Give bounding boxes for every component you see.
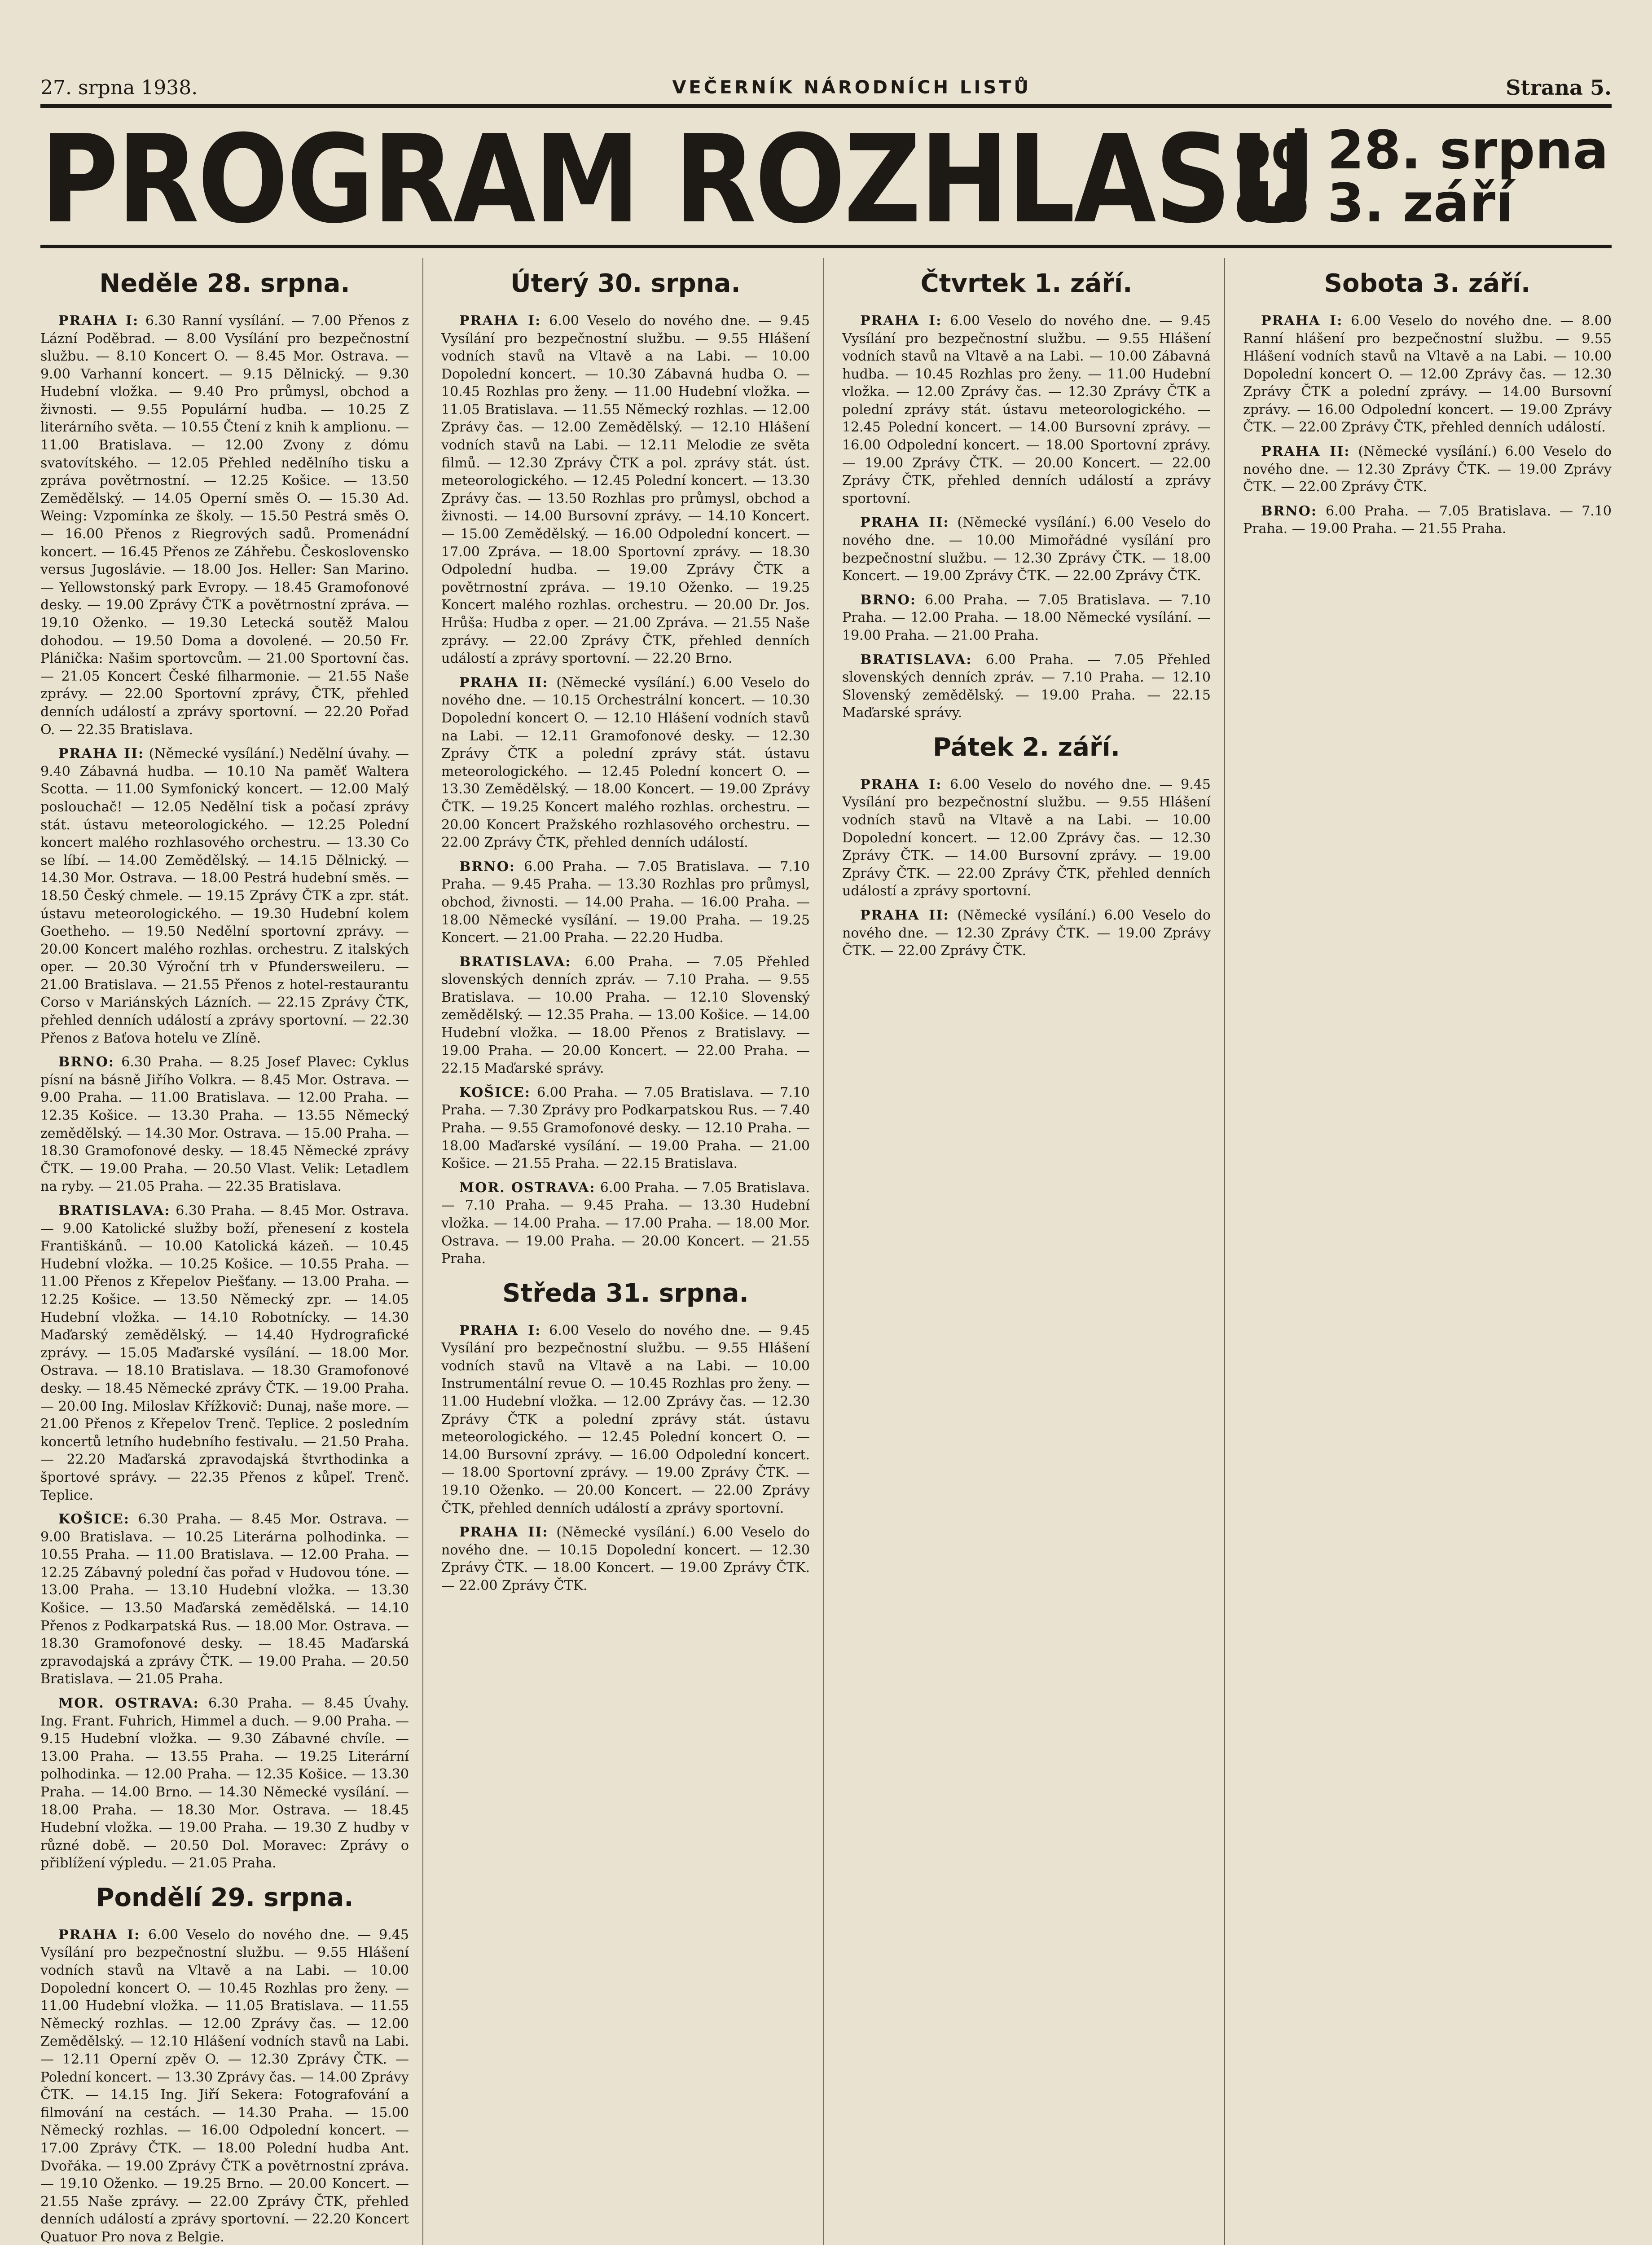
program-text: (Německé vysílání.) 6.00 Veselo do nového dne. — 12.30 Zprávy ČTK. — 19.00 Zprávy ČTK. — 22.00 Zprávy ČTK.: [1243, 444, 1612, 495]
program-entry: [441, 953, 810, 1078]
program-entry: [40, 745, 409, 1047]
station-name: PRAHA II:: [1261, 444, 1350, 460]
program-text: 6.30 Ranní vysílání. — 7.00 Přenos z Lázní Poděbrad. — 8.00 Vysílání pro bezpečnostní službu. — 8.10 Koncert O. — 8.45 Mor. Ostrava. — 9.00 Varhanní koncert. — 9.15 Dělnický. — 9.30 Hudební vložka. — 9.40 Pro průmysl, obchod a živnosti. — 9.55 Populární hudba. — 10.25 Z literárního světa. — 10.55 Čtení z knih k amplionu. — 11.00 Bratislava. — 12.00 Zvony z dómu svatovítského. — 12.05 Přehled nedělního tisku a zpráva povětrnostní. — 12.25 Košice. — 13.50 Zemědělský. — 14.05 Operní směs O. — 15.30 Ad. Weing: Vzpomínka ze školy. — 15.50 Pestrá směs O. — 16.00 Přenos z Riegrových sadů. Promenádní koncert. — 16.45 Přenos ze Záhřebu. Československo versus Jugoslávie. — 18.00 Jos. Heller: San Marino. — Yellowstonský park Evropy. — 18.45 Gramofonové desky. — 19.00 Zprávy ČTK a povětrnostní zpráva. — 19.10 Oženko. — 19.30 Letecká soutěž Malou dohodou. — 19.50 Doma a dovolené. — 20.50 Fr. Plánička: Našim sportovcům. — 21.00 Sportovní čas. — 21.05 Koncert České filharmonie. — 21.55 Naše zprávy. — 22.00 Sportovní zprávy, ČTK, přehled denních událostí a zprávy sportovní. — 22.20 Pořad O. — 22.35 Bratislava.: [40, 313, 409, 738]
program-entry: [441, 312, 810, 668]
station-name: PRAHA I:: [459, 1322, 541, 1338]
station-name: BRATISLAVA:: [58, 1203, 171, 1219]
program-text: 6.30 Praha. — 8.45 Mor. Ostrava. — 9.00 Bratislava. — 10.25 Literárna polhodinka. — 10.55 Praha. — 11.00 Bratislava. — 12.00 Praha. — 12.25 Zábavný polední čas pořad v Hudovou tóne. — 13.00 Praha. — 13.10 Hudební vložka. — 13.30 Košice. — 13.50 Maďarská zemědělská. — 14.10 Přenos z Podkarpatská Rus. — 18.00 Mor. Ostrava. — 18.30 Gramofonové desky. — 18.45 Maďarská zpravodajská a zprávy ČTK. — 19.00 Praha. — 20.50 Bratislava. — 21.05 Praha.: [40, 1511, 409, 1687]
program-columns: [40, 258, 1612, 2245]
station-name: PRAHA II:: [459, 1524, 549, 1541]
program-entry: [842, 312, 1211, 508]
program-entry: [441, 674, 810, 852]
station-name: PRAHA I:: [58, 1927, 141, 1943]
program-text: 6.30 Praha. — 8.45 Mor. Ostrava. — 9.00 Katolické služby boží, přenesení z kostela Františkánů. — 10.00 Katolická kázeň. — 10.45 Hudební vložka. — 10.25 Košice. — 10.55 Praha. — 11.00 Přenos z Křepelov Piešťany. — 13.00 Praha. — 12.25 Košice. — 13.50 Německý zpr. — 14.05 Hudební vložka. — 14.10 Robotnícky. — 14.30 Maďarský zemědělský. — 14.40 Hydrografické zprávy. — 15.05 Maďarské vysílání. — 18.00 Mor. Ostrava. — 18.10 Bratislava. — 18.30 Gramofonové desky. — 18.45 Německé zprávy ČTK. — 19.00 Praha. — 20.00 Ing. Miloslav Křížkovič: Dunaj, naše more. — 21.00 Přenos z Křepelov Trenč. Teplice. 2 posledním koncertů letního hudebního festivalu. — 21.50 Praha. — 22.20 Maďarská zpravodajská štvrthodinka a športové správy. — 22.35 Přenos z kůpeľ. Trenč. Teplice.: [40, 1203, 409, 1503]
station-name: PRAHA II:: [860, 515, 949, 531]
program-entry: [842, 651, 1211, 722]
page-header: [40, 71, 1612, 108]
station-name: PRAHA I:: [1261, 313, 1343, 329]
station-name: PRAHA I:: [58, 313, 139, 329]
station-name: BRNO:: [459, 858, 515, 875]
program-entry: [441, 1322, 810, 1518]
program-text: 6.00 Praha. — 7.05 Bratislava. — 7.10 Praha. — 9.45 Praha. — 13.30 Rozhlas pro průmysl, obchod, živnosti. — 14.00 Praha. — 16.00 Praha. — 18.00 Německé vysílání. — 19.00 Praha. — 19.25 Koncert. — 21.00 Praha. — 22.20 Hudba.: [441, 858, 810, 946]
program-text: 6.00 Veselo do nového dne. — 9.45 Vysílání pro bezpečnostní službu. — 9.55 Hlášení vodních stavů na Vltavě a na Labi. — 10.00 Zábavná hudba. — 10.45 Rozhlas pro ženy. — 11.00 Hudební vložka. — 12.00 Zprávy čas. — 12.30 Zprávy ČTK a polední zprávy stát. ústavu meteorologického. — 12.45 Polední koncert. — 14.00 Bursovní zprávy. — 16.00 Odpolední koncert. — 18.00 Sportovní zprávy. — 19.00 Zprávy ČTK. — 20.00 Koncert. — 22.00 Zprávy ČTK, přehled denních událostí a zprávy sportovní.: [842, 313, 1211, 506]
program-text: 6.30 Praha. — 8.25 Josef Plavec: Cyklus písní na básně Jiřího Volkra. — 8.45 Mor. Ostrava. — 9.00 Praha. — 11.00 Bratislava. — 12.00 Praha. — 12.35 Košice. — 13.30 Praha. — 13.55 Německý zemědělský. — 14.30 Mor. Ostrava. — 15.00 Praha. — 18.30 Gramofonové desky. — 18.45 Německé zprávy ČTK. — 19.00 Praha. — 20.50 Vlast. Velik: Letadlem na ryby. — 21.05 Praha. — 22.35 Bratislava.: [40, 1054, 409, 1195]
station-name: PRAHA I:: [860, 776, 942, 792]
program-text: 6.00 Veselo do nového dne. — 9.45 Vysílání pro bezpečnostní službu. — 9.55 Hlášení vodních stavů na Vltavě a na Labi. — 10.00 Dopolední koncert. — 10.30 Zábavná hudba O. — 10.45 Rozhlas pro ženy. — 11.00 Hudební vložka. — 11.05 Bratislava. — 11.55 Německý rozhlas. — 12.00 Zprávy čas. — 12.00 Zemědělský. — 12.10 Hlášení vodních stavů na Labi. — 12.11 Melodie ze světa filmů. — 12.30 Zprávy ČTK a pol. zprávy stát. úst. meteorologického. — 12.45 Polední koncert. — 13.30 Zprávy čas. — 13.50 Rozhlas pro průmysl, obchod a živnosti. — 14.00 Bursovní zprávy. — 14.10 Koncert. — 15.00 Zemědělský. — 16.00 Odpolední koncert. — 17.00 Zpráva. — 18.00 Sportovní zprávy. — 18.30 Odpolední hudba. — 19.00 Zprávy ČTK a povětrnostní zpráva. — 19.10 Oženko. — 19.25 Koncert malého rozhlas. orchestru. — 20.00 Dr. Jos. Hrůša: Hudba z oper. — 21.00 Zpráva. — 21.55 Naše zprávy. — 22.00 Zprávy ČTK, přehled denních událostí a zprávy sportovní. — 22.20 Brno.: [441, 313, 810, 667]
program-entry: [842, 776, 1211, 900]
program-entry: [40, 312, 409, 739]
program-text: 6.00 Veselo do nového dne. — 9.45 Vysílání pro bezpečnostní službu. — 9.55 Hlášení vodních stavů na Vltavě a na Labi. — 10.00 Instrumentální revue O. — 10.45 Rozhlas pro ženy. — 11.00 Hudební vložka. — 12.00 Zprávy čas. — 12.30 Zprávy ČTK a polední zprávy stát. ústavu meteorologického. — 12.45 Polední koncert O. — 14.00 Bursovní zprávy. — 16.00 Odpolední koncert. — 18.00 Sportovní zprávy. — 19.00 Zprávy ČTK. — 19.10 Oženko. — 20.00 Koncert. — 22.00 Zprávy ČTK, přehled denních událostí a zprávy sportovní.: [441, 1322, 810, 1516]
day-heading: Pondělí 29. srpna.: [96, 1883, 354, 1912]
masthead-title: PROGRAM ROZHLASU: [40, 109, 1315, 250]
dates-line-2: do 3. září: [1235, 172, 1514, 234]
program-text: 6.00 Praha. — 7.05 Bratislava. — 7.10 Praha. — 12.00 Praha. — 18.00 Německé vysílání. — 19.00 Praha. — 21.00 Praha.: [842, 592, 1211, 643]
program-text: 6.30 Praha. — 8.45 Úvahy. Ing. Frant. Fuhrich, Himmel a duch. — 9.00 Praha. — 9.15 Hudební vložka. — 9.30 Zábavné chvíle. — 13.00 Praha. — 13.55 Praha. — 19.25 Literární polhodinka. — 12.00 Praha. — 12.35 Košice. — 13.30 Praha. — 14.00 Brno. — 14.30 Německé vysílání. — 18.00 Praha. — 18.30 Mor. Ostrava. — 18.45 Hudební vložka. — 19.00 Praha. — 19.30 Z hudby v různé době. — 20.50 Dol. Moravec: Zprávy o přiblížení výpledu. — 21.05 Praha.: [40, 1695, 409, 1871]
program-text: 6.00 Veselo do nového dne. — 8.00 Ranní hlášení pro bezpečnostní službu. — 9.55 Hlášení vodních stavů na Vltavě a na Labi. — 10.00 Dopolední koncert O. — 12.00 Zprávy čas. — 12.30 Zprávy ČTK a polední zprávy. — 14.00 Bursovní zprávy. — 16.00 Odpolední koncert. — 19.00 Zprávy ČTK. — 22.00 Zprávy ČTK, přehled denních událostí.: [1243, 313, 1612, 436]
program-entry: [1243, 443, 1612, 496]
program-text: 6.00 Veselo do nového dne. — 9.45 Vysílání pro bezpečnostní službu. — 9.55 Hlášení vodních stavů na Vltavě a na Labi. — 10.00 Dopolední koncert O. — 10.45 Rozhlas pro ženy. — 11.00 Hudební vložka. — 11.05 Bratislava. — 11.55 Německý rozhlas. — 12.00 Zprávy čas. — 12.00 Zemědělský. — 12.10 Hlášení vodních stavů na Labi. — 12.11 Operní zpěv O. — 12.30 Zprávy ČTK. — Polední koncert. — 13.30 Zprávy čas. — 14.00 Zprávy ČTK. — 14.15 Ing. Jiří Sekera: Fotografování a filmování na cestách. — 14.30 Praha. — 15.00 Německý rozhlas. — 16.00 Odpolední koncert. — 17.00 Zprávy ČTK. — 18.00 Polední hudba Ant. Dvořáka. — 19.00 Zprávy ČTK a povětrnostní zpráva. — 19.10 Oženko. — 19.25 Brno. — 20.00 Koncert. — 21.55 Naše zprávy. — 22.00 Zprávy ČTK, přehled denních událostí a zprávy sportovní. — 22.20 Koncert Quatuor Pro nova z Belgie.: [40, 1927, 409, 2245]
day-heading: Čtvrtek 1. září.: [920, 269, 1133, 298]
program-text: 6.00 Praha. — 7.05 Přehled slovenských denních zpráv. — 7.10 Praha. — 12.10 Slovenský zemědělský. — 19.00 Praha. — 22.15 Maďarské správy.: [842, 651, 1211, 721]
program-entry: [441, 858, 810, 947]
program-text: (Německé vysílání.) Nedělní úvahy. — 9.40 Zábavná hudba. — 10.10 Na paměť Waltera Scotta. — 11.00 Symfonický koncert. — 12.00 Malý poslouchač! — 12.05 Nedělní tisk a počasí zprávy stát. ústavu meteorologického. — 12.25 Polední koncert malého rozhlasového orchestru. — 13.30 Co se líbí. — 14.00 Zemědělský. — 14.15 Dělnický. — 14.30 Mor. Ostrava. — 18.00 Pestrá hudební směs. — 18.50 Český chmele. — 19.15 Zprávy ČTK a zpr. stát. ústavu meteorologického. — 19.30 Hudební kolem Goetheho. — 19.50 Nedělní sportovní zprávy. — 20.00 Koncert malého rozhlas. orchestru. Z italských oper. — 20.30 Výroční trh v Pfundersweileru. — 21.00 Bratislava. — 21.55 Přenos z hotel-restaurantu Corso v Mariánských Lázních. — 22.15 Zprávy ČTK, přehled denních událostí a zprávy sportovní. — 22.30 Přenos z Baťova hotelu ve Zlíně.: [40, 746, 409, 1046]
program-entry: [40, 1053, 409, 1196]
program-text: (Německé vysílání.) 6.00 Veselo do nového dne. — 12.30 Zprávy ČTK. — 19.00 Zprávy ČTK. — 22.00 Zprávy ČTK.: [842, 907, 1211, 959]
program-text: 6.00 Veselo do nového dne. — 9.45 Vysílání pro bezpečnostní službu. — 9.55 Hlášení vodních stavů na Vltavě a na Labi. — 10.00 Dopolední koncert. — 12.00 Zprávy čas. — 12.30 Zprávy ČTK. — 14.00 Bursovní zprávy. — 19.00 Zprávy ČTK. — 22.00 Zprávy ČTK, přehled denních událostí a zprávy sportovní.: [842, 776, 1211, 899]
column-4: [1243, 258, 1612, 2245]
station-name: MOR. OSTRAVA:: [459, 1180, 596, 1196]
station-name: PRAHA I:: [860, 313, 942, 329]
page-number: Strana 5.: [1506, 75, 1612, 100]
station-name: KOŠICE:: [459, 1084, 531, 1100]
program-entry: [441, 1179, 810, 1268]
program-entry: [1243, 312, 1612, 436]
station-name: MOR. OSTRAVA:: [58, 1695, 199, 1712]
program-text: 6.00 Praha. — 7.05 Bratislava. — 7.10 Praha. — 19.00 Praha. — 21.55 Praha.: [1243, 503, 1612, 537]
station-name: BRNO:: [860, 592, 916, 608]
station-name: PRAHA I:: [459, 313, 541, 329]
program-entry: [441, 1523, 810, 1594]
station-name: KOŠICE:: [58, 1511, 130, 1527]
program-entry: [40, 1695, 409, 1872]
program-entry: [1243, 502, 1612, 538]
dates-line-1: od 28. srpna: [1235, 119, 1609, 181]
station-name: BRNO:: [58, 1054, 114, 1070]
day-heading: Neděle 28. srpna.: [99, 269, 350, 298]
program-entry: [842, 907, 1211, 960]
station-name: BRATISLAVA:: [860, 651, 972, 668]
program-entry: [40, 1926, 409, 2245]
masthead-dates: [1235, 119, 1612, 234]
station-name: PRAHA II:: [459, 674, 549, 691]
program-text: 6.00 Praha. — 7.05 Přehled slovenských denních zpráv. — 7.10 Praha. — 9.55 Bratislava. — 10.00 Praha. — 12.10 Slovenský zemědělský. — 12.35 Praha. — 13.00 Košice. — 14.00 Hudební vložka. — 18.00 Přenos z Bratislavy. — 19.00 Praha. — 20.00 Koncert. — 22.00 Praha. — 22.15 Maďarské správy.: [441, 954, 810, 1077]
station-name: BRATISLAVA:: [459, 954, 571, 970]
day-heading: Středa 31. srpna.: [502, 1278, 749, 1308]
day-heading: Úterý 30. srpna.: [510, 269, 741, 298]
program-entry: [40, 1202, 409, 1504]
day-heading: Pátek 2. září.: [932, 732, 1120, 762]
masthead: [40, 109, 1612, 250]
program-text: 6.00 Praha. — 7.05 Bratislava. — 7.10 Praha. — 9.45 Praha. — 13.30 Hudební vložka. — 14.00 Praha. — 17.00 Praha. — 18.00 Mor. Ostrava. — 19.00 Praha. — 20.00 Koncert. — 21.55 Praha.: [441, 1180, 810, 1267]
column-2: [441, 258, 824, 2245]
program-entry: [40, 1510, 409, 1688]
program-entry: [842, 514, 1211, 585]
issue-date: 27. srpna 1938.: [40, 76, 198, 99]
program-text: (Německé vysílání.) 6.00 Veselo do nového dne. — 10.00 Mimořádné vysílání pro bezpečnostní službu. — 12.30 Zprávy ČTK. — 18.00 Koncert. — 19.00 Zprávy ČTK. — 22.00 Zprávy ČTK.: [842, 515, 1211, 584]
column-3: [842, 258, 1225, 2245]
day-heading: Sobota 3. září.: [1324, 269, 1531, 298]
program-entry: [441, 1084, 810, 1173]
station-name: BRNO:: [1261, 503, 1317, 519]
program-text: (Německé vysílání.) 6.00 Veselo do nového dne. — 10.15 Dopolední koncert. — 12.30 Zprávy ČTK. — 18.00 Koncert. — 19.00 Zprávy ČTK. — 22.00 Zprávy ČTK.: [441, 1524, 810, 1594]
program-text: (Německé vysílání.) 6.00 Veselo do nového dne. — 10.15 Orchestrální koncert. — 10.30 Dopolední koncert O. — 12.10 Hlášení vodních stavů na Labi. — 12.11 Gramofonové desky. — 12.30 Zprávy ČTK a polední zprávy stát. ústavu meteorologického. — 12.45 Polední koncert O. — 13.30 Zemědělský. — 18.00 Koncert. — 19.00 Zprávy ČTK. — 19.25 Koncert malého rozhlas. orchestru. — 20.00 Koncert Pražského rozhlasového orchestru. — 22.00 Zprávy ČTK, přehled denních událostí.: [441, 674, 810, 851]
program-text: 6.00 Praha. — 7.05 Bratislava. — 7.10 Praha. — 7.30 Zprávy pro Podkarpatskou Rus. — 7.40 Praha. — 9.55 Gramofonové desky. — 12.10 Praha. — 18.00 Maďarské vysílání. — 19.00 Praha. — 21.00 Košice. — 21.55 Praha. — 22.15 Bratislava.: [441, 1084, 810, 1172]
program-entry: [842, 591, 1211, 645]
station-name: PRAHA II:: [58, 746, 145, 762]
column-1: [40, 258, 423, 2245]
newspaper-name: VEČERNÍK NÁRODNÍCH LISTŮ: [672, 77, 1031, 98]
station-name: PRAHA II:: [860, 907, 949, 924]
